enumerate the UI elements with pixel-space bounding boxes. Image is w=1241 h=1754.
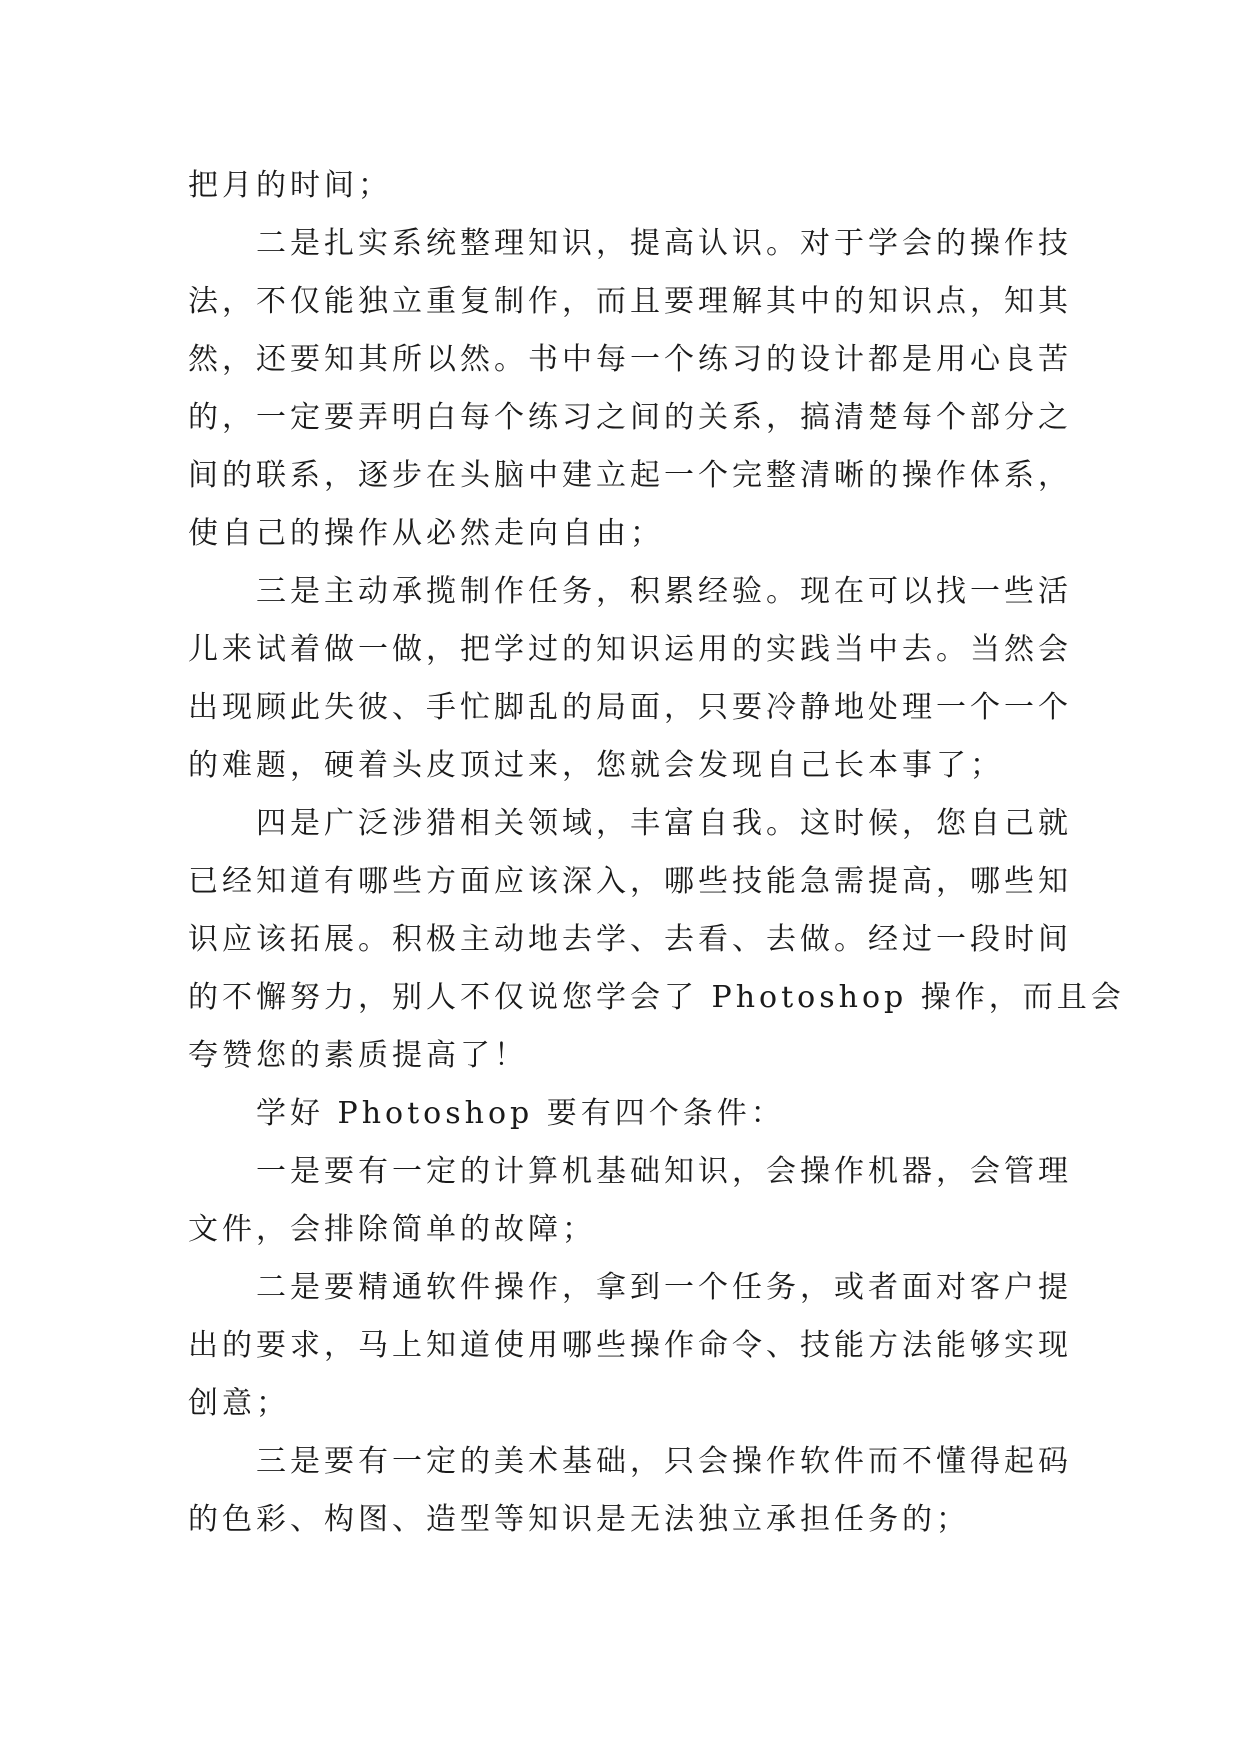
document-body xyxy=(188,157,1125,1549)
text-line: 识应该拓展。积极主动地去学、去看、去做。经过一段时间 xyxy=(188,922,1072,957)
text-line: 一是要有一定的计算机基础知识，会操作机器，会管理 xyxy=(256,1154,1072,1189)
text-line: 出的要求，马上知道使用哪些操作命令、技能方法能够实现 xyxy=(188,1328,1072,1363)
text-line: 间的联系，逐步在头脑中建立起一个完整清晰的操作体系， xyxy=(188,458,1072,493)
text-line: 的不懈努力，别人不仅说您学会了 Photoshop 操作，而且会 xyxy=(188,980,1125,1015)
text-line: 二是扎实系统整理知识，提高认识。对于学会的操作技 xyxy=(256,226,1072,261)
text-line: 三是主动承揽制作任务，积累经验。现在可以找一些活 xyxy=(256,574,1072,609)
text-line: 儿来试着做一做，把学过的知识运用的实践当中去。当然会 xyxy=(188,632,1072,667)
text-line: 创意； xyxy=(188,1386,290,1421)
text-line: 的难题，硬着头皮顶过来，您就会发现自己长本事了； xyxy=(188,748,1004,783)
text-line: 使自己的操作从必然走向自由； xyxy=(188,516,664,551)
text-line: 已经知道有哪些方面应该深入，哪些技能急需提高，哪些知 xyxy=(188,864,1072,899)
text-line: 夸赞您的素质提高了！ xyxy=(188,1038,528,1073)
text-line: 把月的时间； xyxy=(188,168,392,203)
text-line: 法，不仅能独立重复制作，而且要理解其中的知识点，知其 xyxy=(188,284,1072,319)
text-line: 二是要精通软件操作，拿到一个任务，或者面对客户提 xyxy=(256,1270,1072,1305)
text-line: 学好 Photoshop 要有四个条件： xyxy=(256,1096,785,1131)
text-line: 文件，会排除简单的故障； xyxy=(188,1212,596,1247)
text-line: 出现顾此失彼、手忙脚乱的局面，只要冷静地处理一个一个 xyxy=(188,690,1072,725)
text-line: 的色彩、构图、造型等知识是无法独立承担任务的； xyxy=(188,1502,970,1537)
text-line: 三是要有一定的美术基础，只会操作软件而不懂得起码 xyxy=(256,1444,1072,1479)
text-line: 的，一定要弄明白每个练习之间的关系，搞清楚每个部分之 xyxy=(188,400,1072,435)
text-line: 然，还要知其所以然。书中每一个练习的设计都是用心良苦 xyxy=(188,342,1072,377)
text-line: 四是广泛涉猎相关领域，丰富自我。这时候，您自己就 xyxy=(256,806,1072,841)
